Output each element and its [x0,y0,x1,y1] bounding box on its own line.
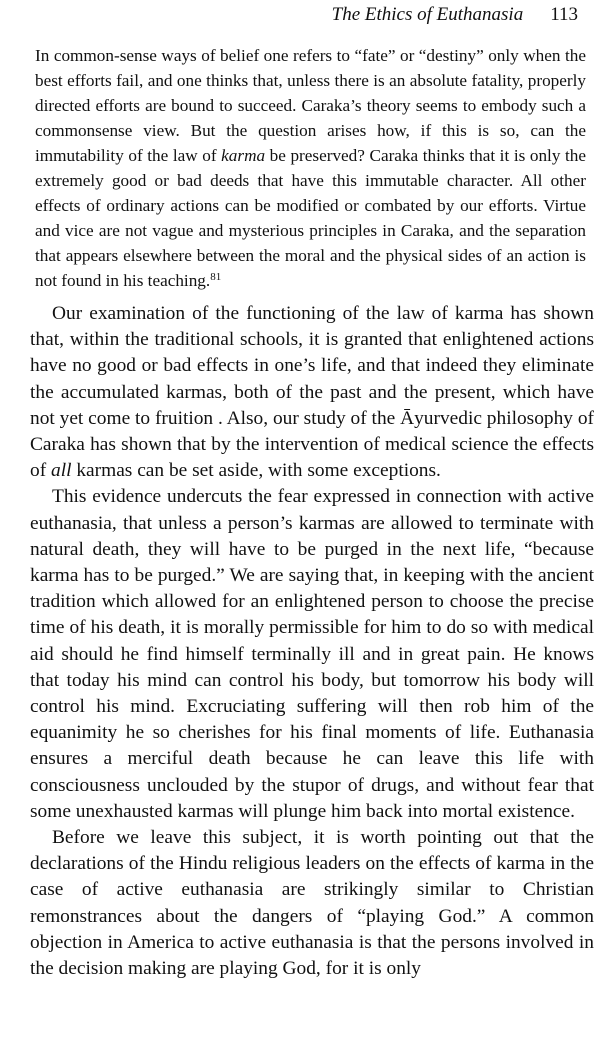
footnote-ref: 81 [210,271,222,283]
paragraph-1-italic-all: all [51,460,72,482]
quote-text-2: be preserved? Caraka thinks that it is only the extremely good or bad deeds that have this immutable character. All other effects of ordinary actions can be modified or combated by our efforts. Virtue and vice are not vague and mysterious principles in Caraka, and the separation that appears elsewhere between the moral and the physical sides of an action is not found in his teaching. [35,146,586,290]
paragraph-evidence: This evidence undercuts the fear expressed in connection with active euthanasia, that unless a person’s karmas are allowed to terminate with natural death, they will have to be purged in the next life, “because karma has to be purged.” We are saying that, in keeping with the ancient tradition which allowed for an enlightened person to choose the precise time of his death, it is morally permissible for him to do so with medical aid should he find himself terminally ill and in great pain. He knows that today his mind can control his body, but tomorrow his body will control his mind. Excruciating suffering will then rob him of the equanimity he so cherishes for his final moments of life. Euthanasia ensures a merciful death because he can leave this life with consciousness unclouded by the stupor of drugs, and without fear that some unexhausted karmas will plunge him back into mortal existence. [30,486,594,822]
running-title: The Ethics of Euthanasia [331,4,524,25]
quote-italic-karma: karma [221,146,266,165]
block-quote [35,43,586,293]
paragraph-1-text-1: Our examination of the functioning of the law of karma has shown that, within the traditional schools, it is granted that enlightened actions have no good or bad effects in one’s life, and that indeed they eliminate the accumulated karmas, both of the past and the present, which have not yet come to fruition . Also, our study of the Āyurvedic philosophy of Caraka has shown that by the intervention of medical science the effects of [30,303,594,482]
quote-text-1: In common-sense ways of belief one refers to “fate” or “destiny” only when the best efforts fail, and one thinks that, unless there is an absolute fatality, properly directed efforts are bound to succeed. Caraka’s theory seems to embody such a commonsense view. But the question arises how, if this is so, can the immutability of the law of [35,46,586,165]
paragraph-karma-examination [30,301,594,484]
paragraph-1-text-2: karmas can be set aside, with some exceptions. [71,460,441,482]
page-number: 113 [550,4,578,25]
running-head [30,4,594,26]
paragraph-playing-god: Before we leave this subject, it is worth pointing out that the declarations of the Hindu religious leaders on the effects of karma in the case of active euthanasia are strikingly similar to Christian remonstrances about the dangers of “playing God.” A common objection in America to active euthanasia is that the persons involved in the decision making are playing God, for it is only [30,827,594,980]
